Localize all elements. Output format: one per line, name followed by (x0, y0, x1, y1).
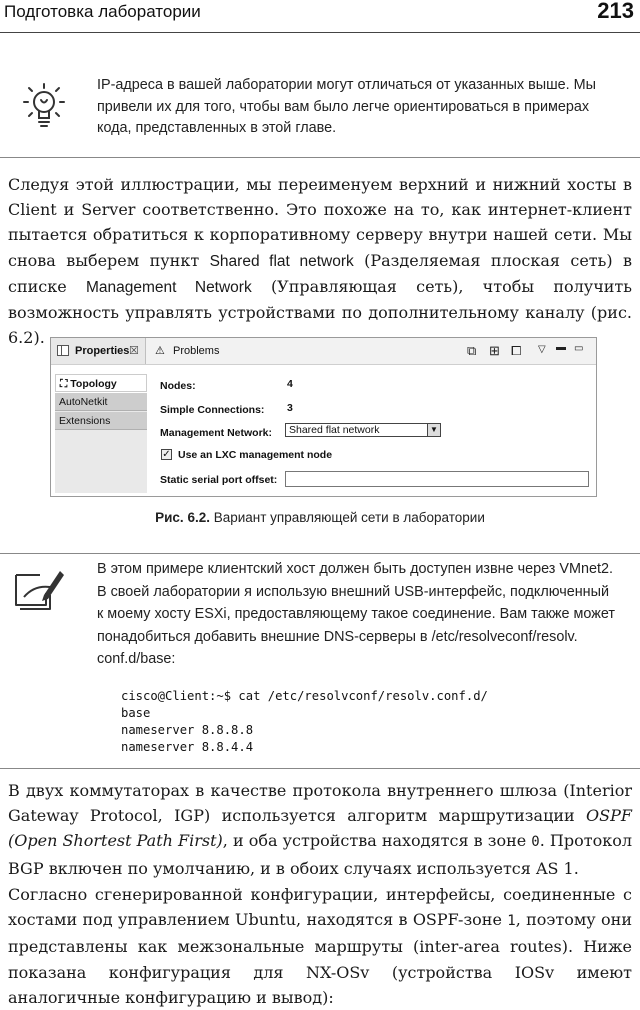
pencil-note-icon (10, 565, 66, 617)
tip-line: IP-адреса в вашей лаборатории могут отличаться от указанных выше. Мы (97, 77, 596, 93)
management-network-value: Shared flat network (289, 424, 380, 436)
tab-problems[interactable]: Problems (173, 345, 220, 357)
code-block (121, 688, 488, 756)
dropdown-menu-icon[interactable]: ▽ (538, 344, 546, 355)
serial-offset-input[interactable] (285, 471, 589, 487)
figure-caption (0, 510, 640, 525)
area-one: 1 (507, 913, 516, 930)
maximize-icon[interactable]: ▭ (574, 343, 584, 354)
copy-icon[interactable]: ⧠ (511, 343, 522, 358)
caption-text: Вариант управляющей сети в лаборатории (209, 510, 485, 525)
code-line: base (121, 706, 151, 720)
para3-text: Согласно сгенерированной конфигурации, интерфейсы, соединенные с хостами под управлением Ubuntu, находятся в OSPF-зоне (8, 885, 632, 930)
note-line: В своей лаборатории я использую внешний USB-интерфейс, подключенный (97, 583, 610, 600)
serial-offset-label: Static serial port offset: (160, 474, 278, 486)
nodes-value: 4 (287, 378, 293, 390)
sidebar-item-topology[interactable] (55, 374, 147, 392)
lxc-checkbox[interactable]: ✓ (162, 449, 171, 460)
code-line: nameserver 8.8.4.4 (121, 740, 254, 754)
caption-number: Рис. 6.2. (155, 510, 210, 525)
chevron-down-icon[interactable]: ▼ (427, 424, 440, 436)
tip-line: привели их для того, чтобы вам было легче ориентироваться в примерах (97, 98, 590, 115)
nodes-label: Nodes: (160, 380, 196, 392)
running-title: Подготовка лаборатории (4, 2, 201, 21)
area-zero: 0 (531, 834, 540, 851)
sidebar-item-label: Topology (70, 378, 117, 390)
note-line: conf.d/base: (97, 651, 176, 667)
caption-divider (0, 553, 640, 554)
ui-term-management-network: Management Network (85, 278, 252, 296)
add-icon[interactable]: ⊞ (489, 343, 500, 358)
problems-icon: ⚠ (155, 345, 165, 357)
paragraph-1 (8, 172, 632, 350)
para2-text: . Протокол BGP включен по умолчанию, и в обоих случаях используется AS 1. (8, 831, 633, 878)
tip-line: кода, представленных в этой главе. (97, 120, 337, 136)
tab-properties[interactable] (51, 338, 146, 364)
paragraph-3 (8, 882, 632, 1010)
para1-text: (Управляющая сеть), чтобы получить возможность управлять устройствами по дополнительному каналу (рис. 6.2). (8, 276, 632, 348)
connections-label: Simple Connections: (160, 404, 265, 416)
note-divider (0, 768, 640, 769)
properties-panel-figure (50, 337, 597, 497)
note-line: к моему хосту ESXi, предоставляющему такое соединение. Вам также может (97, 606, 615, 622)
para1-text: (Разделяемая плоская сеть) в списке (8, 250, 632, 296)
connections-value: 3 (287, 402, 293, 414)
note-line: В этом примере клиентский хост должен быть доступен извне через VMnet2. (97, 561, 613, 577)
para3-text: , поэтому они представлены как межзональные маршруты (inter-area routes). Ниже показана конфигурация для NX-OSv (устройства IOSv имеют аналогичные конфигурацию и вывод): (8, 910, 632, 1007)
properties-icon (57, 345, 69, 356)
lightbulb-icon (16, 78, 72, 138)
header-divider (0, 32, 640, 33)
tip-divider (0, 157, 640, 158)
new-window-icon[interactable]: ⧉ (467, 343, 477, 358)
sidebar-item-autonetkit[interactable] (55, 393, 147, 411)
management-network-select[interactable] (285, 423, 441, 437)
note-text (97, 558, 637, 671)
minimize-icon[interactable]: ▬ (556, 342, 566, 353)
sidebar-item-label: AutoNetkit (59, 396, 108, 408)
page-number: 213 (597, 0, 634, 23)
tab-bar (51, 338, 596, 365)
sidebar-item-extensions[interactable] (55, 412, 147, 430)
code-line: cisco@Client:~$ cat /etc/resolvconf/resolv.conf.d/ (121, 689, 488, 703)
management-network-label: Management Network: (160, 427, 273, 439)
note-line: понадобиться добавить внешние DNS-серверы в /etc/resolveconf/resolv. (97, 628, 578, 645)
lxc-label: Use an LXC management node (178, 449, 333, 461)
paragraph-2 (8, 778, 632, 881)
para2-text: В двух коммутаторах в качестве протокола внутреннего шлюза (Interior Gateway Protocol, IGP) используется алгоритм маршрутизации (8, 781, 632, 826)
topology-icon: ⛶ (60, 378, 68, 390)
tab-properties-label: Properties (75, 345, 130, 357)
sidebar-item-label: Extensions (59, 415, 111, 427)
para2-text: , и оба устройства находятся в зоне (222, 831, 532, 851)
code-line: nameserver 8.8.8.8 (121, 723, 254, 737)
para1-text: Следуя этой иллюстрации, мы переименуем верхний и нижний хосты в Client и Server соответственно. Это похоже на то, как интернет-клиент пытается обратиться к корпоративному серверу внутри нашей сети. Мы снова выберем пункт (8, 175, 632, 270)
tip-text (97, 75, 637, 140)
close-tab-icon[interactable]: ☒ (129, 345, 139, 357)
ui-term-shared-flat-network: Shared flat network (209, 252, 354, 270)
ospf-term: OSPF (Open Shortest Path First) (8, 806, 632, 851)
